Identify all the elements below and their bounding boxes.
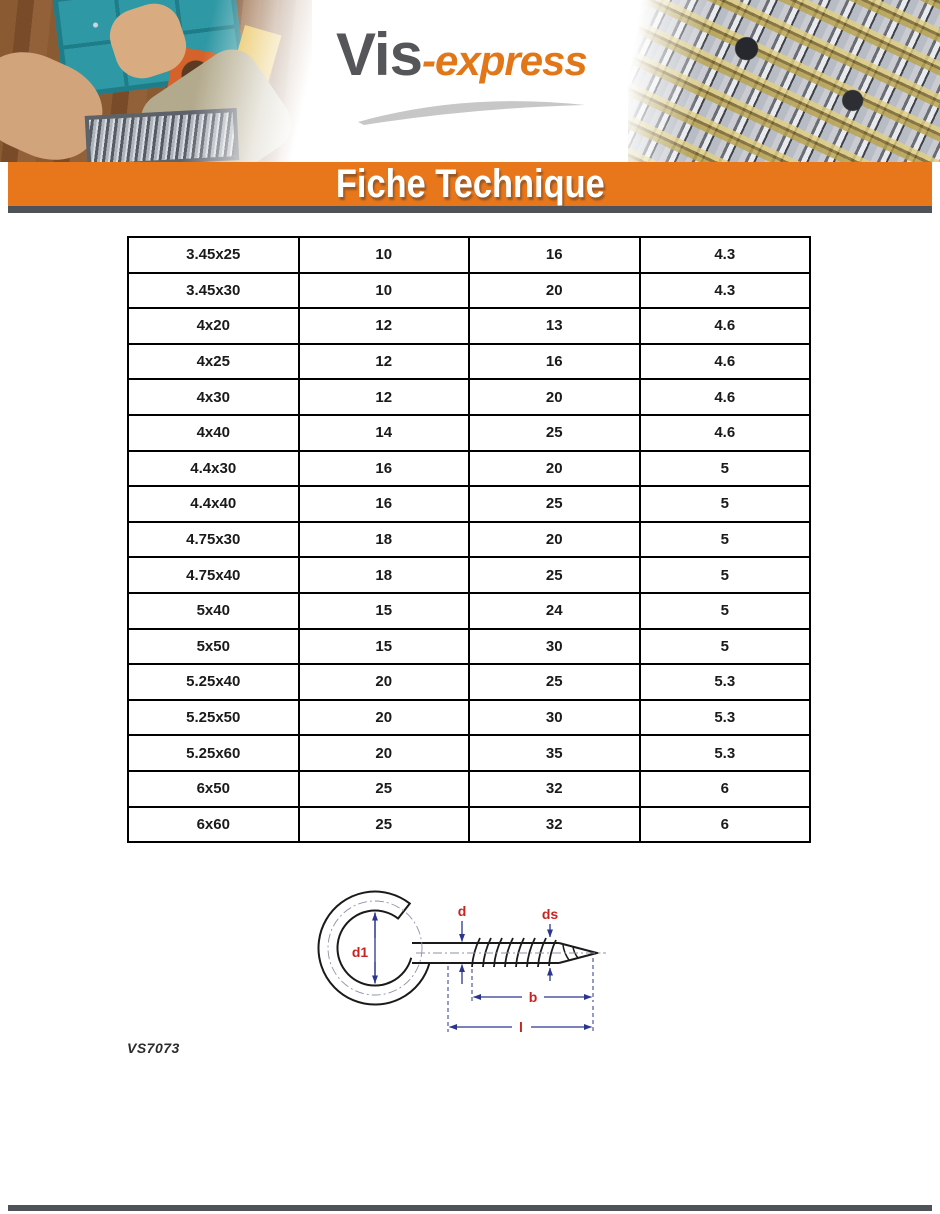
table-cell: 14 xyxy=(299,415,470,451)
table-cell: 4.75x30 xyxy=(128,522,299,558)
table-cell: 35 xyxy=(469,735,640,771)
table-cell: 32 xyxy=(469,807,640,843)
table-row xyxy=(128,557,810,593)
table-cell: 4.4x30 xyxy=(128,451,299,487)
table-cell: 32 xyxy=(469,771,640,807)
table-cell: 4.3 xyxy=(640,237,811,273)
table-cell: 5 xyxy=(640,522,811,558)
brand-name: Vis xyxy=(336,21,422,88)
screws-tray xyxy=(85,108,240,162)
table-row xyxy=(128,308,810,344)
table-row xyxy=(128,771,810,807)
table-row xyxy=(128,344,810,380)
dim-label-d1: d1 xyxy=(351,944,369,960)
table-cell: 6x50 xyxy=(128,771,299,807)
table-cell: 30 xyxy=(469,629,640,665)
table-cell: 20 xyxy=(469,379,640,415)
wrench xyxy=(0,55,24,118)
table-row xyxy=(128,700,810,736)
table-cell: 20 xyxy=(469,273,640,309)
table-cell: 20 xyxy=(299,664,470,700)
table-cell: 12 xyxy=(299,344,470,380)
table-cell: 6 xyxy=(640,807,811,843)
table-cell: 5 xyxy=(640,557,811,593)
table-cell: 6x60 xyxy=(128,807,299,843)
table-cell: 16 xyxy=(299,486,470,522)
left-arm xyxy=(0,37,116,162)
dim-label-b: b xyxy=(528,989,538,1005)
table-cell: 25 xyxy=(299,771,470,807)
table-cell: 20 xyxy=(469,522,640,558)
brand-suffix: -express xyxy=(421,37,587,84)
table-cell: 5 xyxy=(640,486,811,522)
table-cell: 20 xyxy=(299,735,470,771)
table-row xyxy=(128,486,810,522)
table-cell: 15 xyxy=(299,629,470,665)
screw-eye-diagram xyxy=(300,880,640,1052)
yellow-tool xyxy=(212,25,281,149)
table-row xyxy=(128,629,810,665)
table-cell: 13 xyxy=(469,308,640,344)
table-cell: 5.3 xyxy=(640,735,811,771)
table-cell: 12 xyxy=(299,379,470,415)
table-cell: 5 xyxy=(640,451,811,487)
table-row xyxy=(128,522,810,558)
table-row xyxy=(128,415,810,451)
red-screwdriver xyxy=(0,76,60,132)
table-row xyxy=(128,735,810,771)
table-cell: 5 xyxy=(640,593,811,629)
table-cell: 4.4x40 xyxy=(128,486,299,522)
table-cell: 5 xyxy=(640,629,811,665)
teal-organizer-box xyxy=(52,0,245,99)
table-cell: 25 xyxy=(469,486,640,522)
table-cell: 5.25x40 xyxy=(128,664,299,700)
divider-bar-top xyxy=(8,206,932,213)
table-row xyxy=(128,451,810,487)
table-cell: 5.25x60 xyxy=(128,735,299,771)
table-cell: 25 xyxy=(469,415,640,451)
table-cell: 24 xyxy=(469,593,640,629)
table-cell: 30 xyxy=(469,700,640,736)
dim-label-d: d xyxy=(457,903,467,919)
shirt-sleeve xyxy=(130,39,302,162)
table-cell: 25 xyxy=(299,807,470,843)
table-cell: 10 xyxy=(299,273,470,309)
table-cell: 4x20 xyxy=(128,308,299,344)
dim-label-ds: ds xyxy=(541,906,559,922)
workbench-photo xyxy=(0,0,312,162)
product-reference: VS7073 xyxy=(127,1040,180,1056)
table-cell: 4.6 xyxy=(640,344,811,380)
table-cell: 10 xyxy=(299,237,470,273)
right-hand xyxy=(103,0,193,85)
screws-pile-photo xyxy=(628,0,940,162)
table-cell: 4x25 xyxy=(128,344,299,380)
spec-table xyxy=(127,236,811,843)
table-cell: 25 xyxy=(469,664,640,700)
table-row xyxy=(128,664,810,700)
header xyxy=(0,0,940,162)
table-cell: 12 xyxy=(299,308,470,344)
table-row xyxy=(128,807,810,843)
table-cell: 18 xyxy=(299,522,470,558)
table-cell: 4.6 xyxy=(640,308,811,344)
table-cell: 5.3 xyxy=(640,664,811,700)
table-cell: 5.25x50 xyxy=(128,700,299,736)
table-cell: 4.3 xyxy=(640,273,811,309)
table-cell: 25 xyxy=(469,557,640,593)
table-row xyxy=(128,593,810,629)
table-cell: 4.75x40 xyxy=(128,557,299,593)
table-cell: 3.45x25 xyxy=(128,237,299,273)
table-cell: 4.6 xyxy=(640,415,811,451)
banner-title: Fiche Technique xyxy=(335,162,605,206)
table-cell: 20 xyxy=(469,451,640,487)
brand-logo-text xyxy=(336,20,606,89)
table-cell: 3.45x30 xyxy=(128,273,299,309)
table-cell: 16 xyxy=(469,344,640,380)
banner xyxy=(8,162,932,206)
brand-logo xyxy=(336,20,606,140)
table-cell: 6 xyxy=(640,771,811,807)
table-cell: 18 xyxy=(299,557,470,593)
spec-table-body xyxy=(128,237,810,842)
logo-swoosh-icon xyxy=(354,96,589,126)
table-row xyxy=(128,379,810,415)
table-row xyxy=(128,237,810,273)
table-cell: 4x40 xyxy=(128,415,299,451)
table-cell: 16 xyxy=(299,451,470,487)
table-cell: 4.6 xyxy=(640,379,811,415)
table-cell: 5.3 xyxy=(640,700,811,736)
table-cell: 5x40 xyxy=(128,593,299,629)
bottom-bar xyxy=(8,1205,932,1211)
dim-label-l: l xyxy=(519,1019,523,1035)
table-row xyxy=(128,273,810,309)
orange-parts-box xyxy=(166,46,226,104)
table-cell: 4x30 xyxy=(128,379,299,415)
table-cell: 5x50 xyxy=(128,629,299,665)
table-cell: 15 xyxy=(299,593,470,629)
table-cell: 16 xyxy=(469,237,640,273)
table-cell: 20 xyxy=(299,700,470,736)
